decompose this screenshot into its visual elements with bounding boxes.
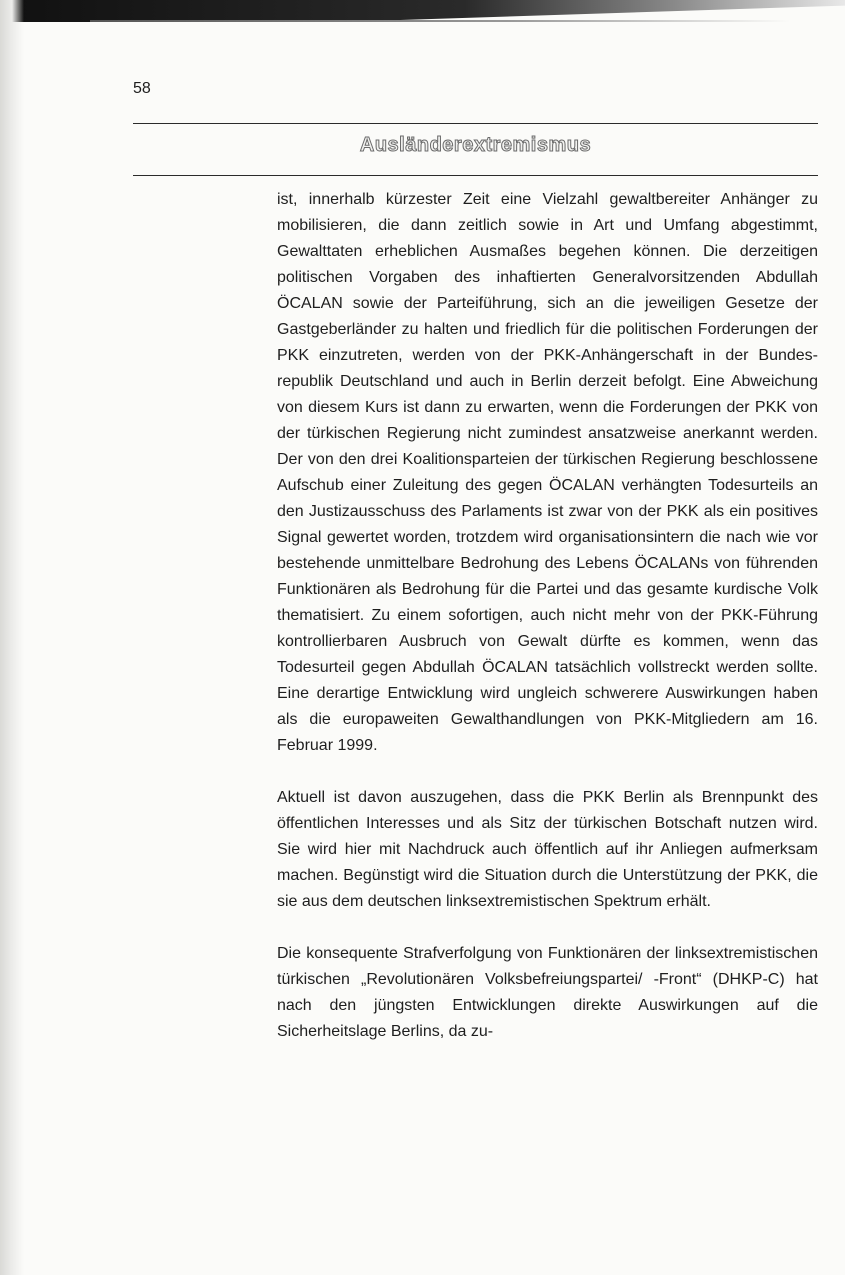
paragraph-3: Die konsequente Strafverfolgung von Funktionären der linksextremistischen türkischen „Revolutionären Volksbefreiungspartei/ -Front“ (DHKP-C) hat nach den jüngsten Entwicklungen direkte Auswirkungen auf die Sicherheitslage Berlins, da zu- bbox=[277, 945, 818, 1040]
paragraph-2: Aktuell ist davon auszugehen, dass die PKK Berlin als Brennpunkt des öffentlichen Interesses und als Sitz der türkischen Botschaft nutzen wird. Sie wird hier mit Nachdruck auch öffentlich auf ihr Anliegen aufmerksam machen. Begünstigt wird die Situation durch die Unterstützung der PKK, die sie aus dem deutschen linksextremistischen Spektrum erhält. bbox=[277, 789, 818, 910]
running-header-title: Ausländerextremismus bbox=[359, 134, 592, 156]
header-rule-bottom bbox=[133, 175, 818, 176]
body-text bbox=[277, 187, 818, 1045]
scan-binding-shadow bbox=[0, 0, 24, 1275]
header-rule-top bbox=[133, 123, 818, 124]
page-number: 58 bbox=[133, 80, 151, 97]
scan-edge-line bbox=[90, 20, 790, 22]
paragraph-1: ist, innerhalb kürzester Zeit eine Vielzahl gewaltbereiter Anhänger zu mobilisieren, die dann zeitlich sowie in Art und Umfang abgestimmt, Gewalttaten erheblichen Ausmaßes begehen können. Die derzeitigen politischen Vorgaben des inhaftierten Generalvorsitzenden Abdullah ÖCALAN sowie der Parteiführung, sich an die jeweiligen Gesetze der Gastgeberländer zu halten und friedlich für die politischen Forderungen der PKK einzutreten, werden von der PKK-Anhängerschaft in der Bundesrepublik Deutschland und auch in Berlin derzeit befolgt. Eine Abweichung von diesem Kurs ist dann zu erwarten, wenn die Forderungen der PKK von der türkischen Regierung nicht zumindest ansatzweise anerkannt werden. Der von den drei Koalitionsparteien der türkischen Regierung beschlossene Aufschub einer Zuleitung des gegen ÖCALAN verhängten Todesurteils an den Justizausschuss des Parlaments ist zwar von der PKK als ein positives Signal gewertet worden, trotzdem wird organisationsintern die nach wie vor bestehende unmittelbare Bedrohung des Lebens ÖCALANs von führenden Funktionären als Bedrohung für die Partei und das gesamte kurdische Volk thematisiert. Zu einem sofortigen, auch nicht mehr von der PKK-Führung kontrollierbaren Ausbruch von Gewalt dürfte es kommen, wenn das Todesurteil gegen Abdullah ÖCALAN tatsächlich vollstreckt werden sollte. Eine derartige Entwicklung wird ungleich schwerere Auswirkungen haben als die europaweiten Gewalthandlungen von PKK-Mitgliedern am 16. Februar 1999. bbox=[277, 191, 818, 754]
